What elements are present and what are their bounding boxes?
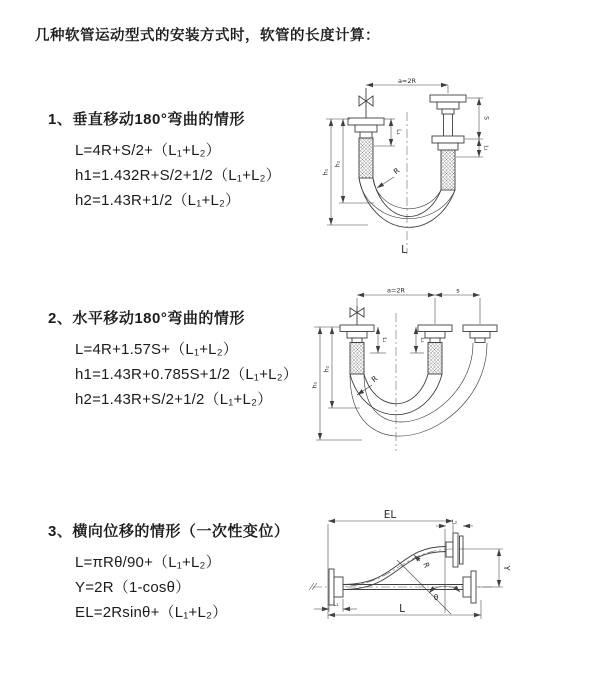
radius-label: R (391, 165, 402, 177)
diagram-vertical-u-bend (310, 72, 595, 257)
formula-line: h2=1.43R+S/2+1/2（L₁+L₂） (75, 391, 273, 408)
section-vertical-motion (48, 108, 281, 213)
dim-label-l1: L₁ (381, 337, 387, 343)
section-horizontal-motion (48, 307, 298, 412)
angle-label-theta: θ (433, 593, 439, 602)
fitting-stem (442, 109, 454, 114)
fitting-stem (430, 338, 440, 343)
radius-label: R (421, 561, 432, 570)
hose-braided-section (350, 343, 364, 375)
flange (329, 569, 334, 605)
dim-label-el: EL (383, 509, 397, 521)
fitting-nut (425, 332, 445, 339)
fitting-stem (360, 132, 372, 138)
hose-braided-section (428, 343, 442, 375)
dim-label-l2: L₂ (451, 519, 458, 526)
flange (340, 325, 374, 332)
length-label: L (401, 244, 407, 256)
dim-label-width: a=2R (397, 77, 417, 85)
hose-bend-arc-moved (350, 343, 487, 436)
formula-line: h1=1.432R+S/2+1/2（L₁+L₂） (75, 167, 281, 184)
section-2-heading: 2、水平移动180°弯曲的情形 (48, 310, 245, 327)
dim-label-l2: L₂ (419, 337, 425, 343)
section-1-heading: 1、垂直移动180°弯曲的情形 (48, 111, 245, 128)
dim-label-length: L (399, 603, 405, 615)
dim-label-h2: h₂ (334, 160, 342, 168)
fitting-hub (334, 577, 343, 597)
dim-label-width: a=2R (386, 286, 406, 295)
dim-label-shift: s (456, 286, 460, 295)
formula-line: h1=1.43R+0.785S+1/2（L₁+L₂） (75, 366, 298, 383)
fitting-stem (475, 338, 485, 343)
fitting-nut (355, 125, 377, 132)
diagram-horizontal-u-bend (312, 283, 597, 458)
dim-label-l1: L₁ (333, 602, 339, 608)
fitting-stem (352, 338, 362, 343)
radius-label: R (369, 373, 380, 385)
section-3-heading: 3、横向位移的情形（一次性变位） (48, 523, 290, 540)
dim-label-h1: h₁ (312, 381, 319, 389)
diagram-lateral-displacement (303, 505, 595, 670)
dim-label-l1: L₁ (395, 129, 402, 135)
dim-label-h1: h₁ (322, 168, 330, 176)
flange (430, 95, 466, 102)
fitting-nut (347, 332, 367, 339)
centerline-break-mark (309, 583, 317, 590)
fitting-nut (438, 143, 458, 150)
formula-line: L=4R+1.57S+（L₁+L₂） (75, 341, 238, 358)
formula-line: Y=2R（1-cosθ） (75, 579, 191, 596)
dim-label-l2: L₂ (482, 145, 489, 151)
dim-label-h2: h₂ (323, 365, 331, 373)
flange (348, 118, 384, 125)
flange (418, 325, 452, 332)
fitting-nut (470, 332, 490, 339)
hose-braided-section (359, 138, 373, 178)
hose-bend-arc-moved (364, 343, 473, 422)
hose-curve-wall (343, 552, 446, 590)
hose-braided-section (441, 150, 455, 190)
radius-leader-arrow (377, 177, 394, 188)
formula-line: L=4R+S/2+（L₁+L₂） (75, 142, 221, 159)
formula-line: L=πRθ/90+（L₁+L₂） (75, 554, 221, 571)
section-lateral-displacement (48, 520, 289, 625)
flange (460, 536, 464, 564)
dim-label-y: Y (502, 565, 511, 571)
fitting-hub (463, 577, 471, 597)
flange (453, 533, 458, 567)
formula-line: EL=2Rsinθ+（L₁+L₂） (75, 604, 228, 621)
fitting-nut (437, 102, 459, 109)
flange (463, 325, 497, 332)
flange (432, 136, 464, 143)
dim-label-stroke: S (482, 116, 490, 120)
page-title: 几种软管运动型式的安装方式时，软管的长度计算： (35, 28, 380, 44)
flange (471, 571, 476, 603)
formula-line: h2=1.43R+1/2（L₁+L₂） (75, 192, 241, 209)
